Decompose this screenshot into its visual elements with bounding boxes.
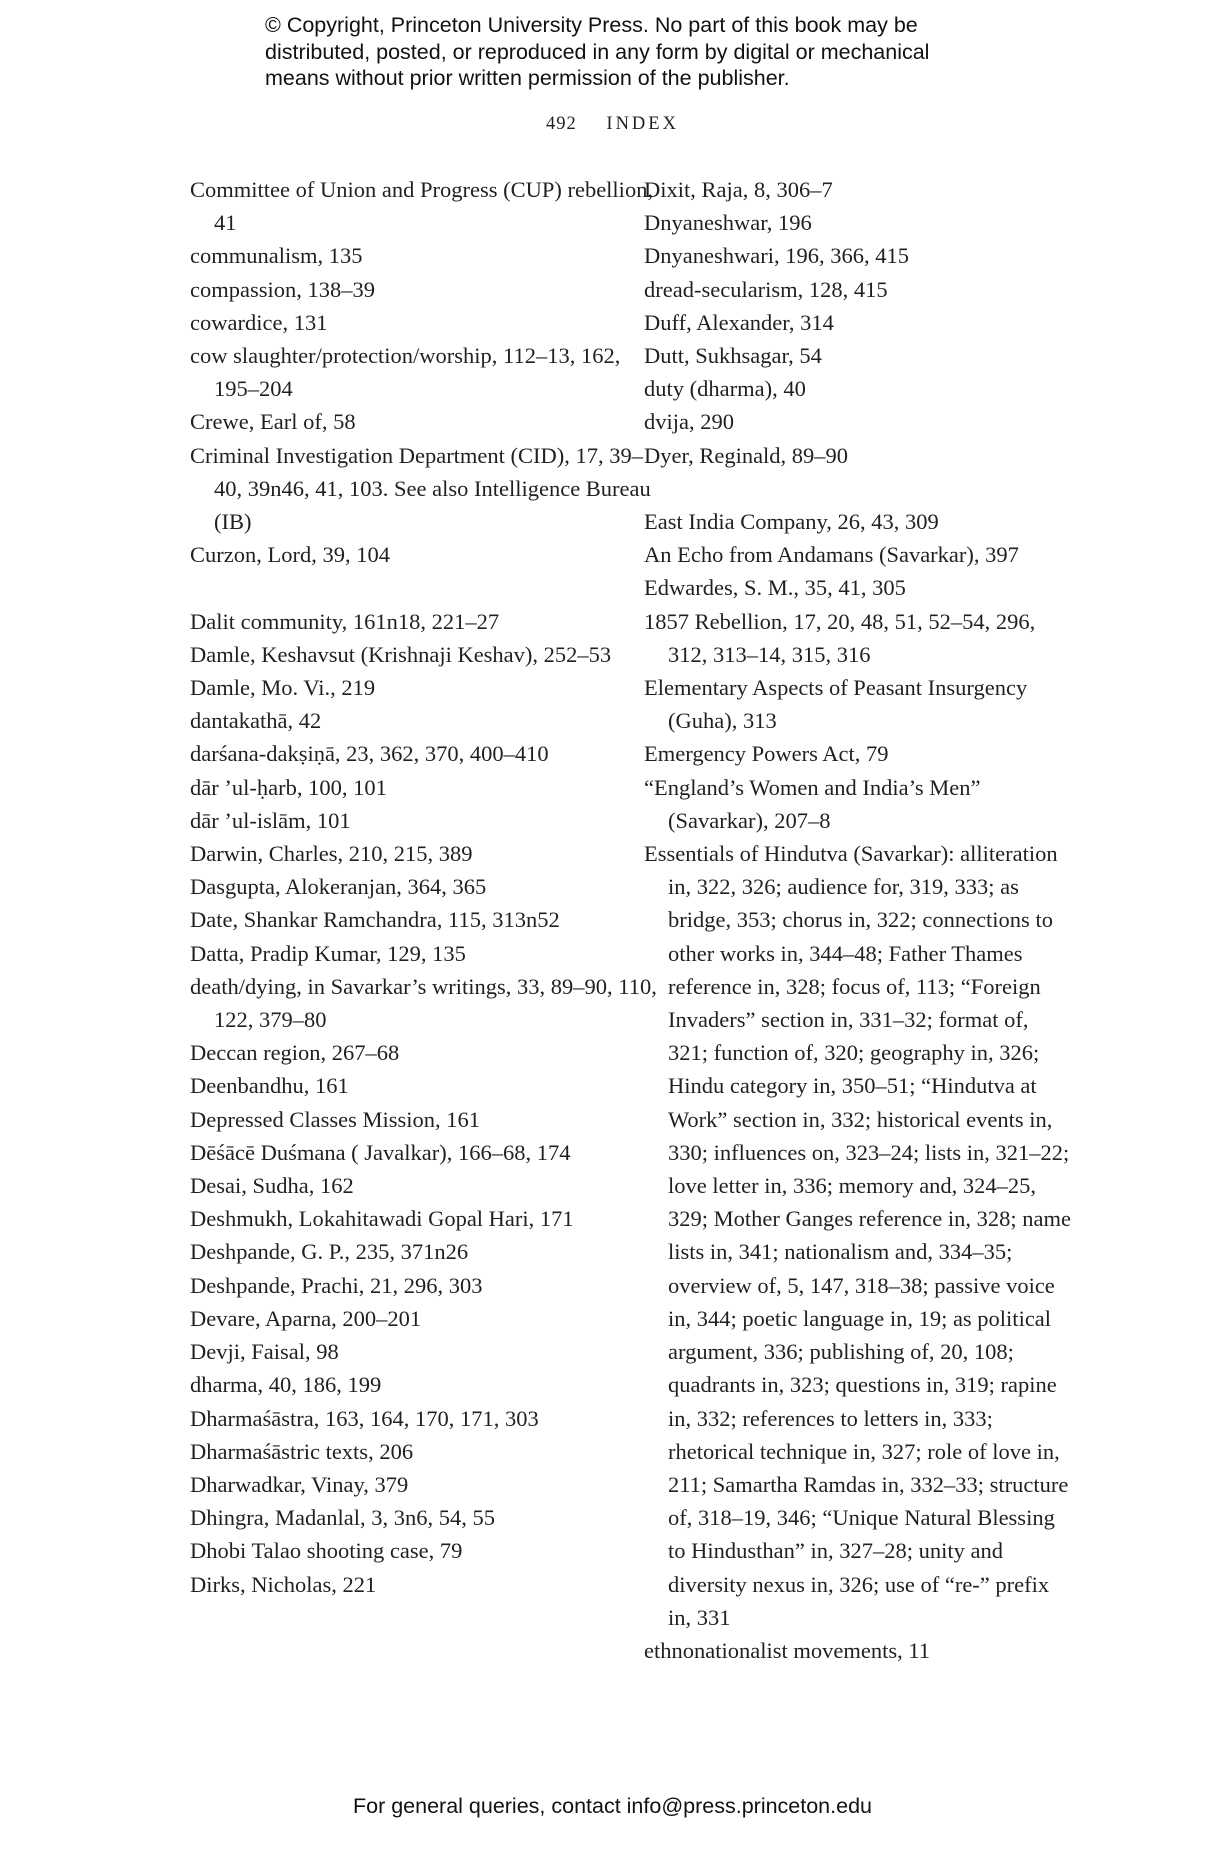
- index-entry: Curzon, Lord, 39, 104: [190, 542, 390, 568]
- index-entry: dār ’ul-ḥarb, 100, 101: [190, 774, 387, 800]
- index-entry: dread-secularism, 128, 415: [644, 276, 888, 302]
- index-entry: Dalit community, 161n18, 221–27: [190, 608, 500, 634]
- index-entry: cowardice, 131: [190, 309, 328, 335]
- index-entry: Date, Shankar Ramchandra, 115, 313n52: [190, 907, 560, 933]
- index-entry: Dharwadkar, Vinay, 379: [190, 1471, 409, 1497]
- index-entry: Damle, Keshavsut (Krishnaji Keshav), 252–53: [190, 641, 612, 667]
- letter-group-gap: [190, 571, 660, 604]
- index-entry: Deshmukh, Lokahitawadi Gopal Hari, 171: [190, 1206, 574, 1232]
- index-entry: East India Company, 26, 43, 309: [644, 509, 939, 535]
- footer-contact: For general queries, contact info@press.princeton.edu: [352, 1794, 872, 1818]
- index-entry: Dnyaneshwari, 196, 366, 415: [644, 243, 909, 269]
- index-entry: Dhingra, Madanlal, 3, 3n6, 54, 55: [190, 1505, 495, 1531]
- copyright-line: means without prior written permission of the publisher.: [265, 66, 790, 90]
- index-entry: Deenbandhu, 161: [190, 1073, 349, 1099]
- index-entry: Edwardes, S. M., 35, 41, 305: [644, 575, 906, 601]
- index-entry: dvija, 290: [644, 409, 734, 435]
- index-entry: dharma, 40, 186, 199: [190, 1372, 382, 1398]
- index-entry: Depressed Classes Mission, 161: [190, 1106, 480, 1132]
- index-entry: Datta, Pradip Kumar, 129, 135: [190, 940, 466, 966]
- index-entry: Dutt, Sukhsagar, 54: [644, 343, 822, 369]
- index-entry: Criminal Investigation Department (CID), 17, 39–40, 39n46, 41, 103. See also Intelligence Bureau (IB): [190, 442, 651, 535]
- index-column-left: [190, 173, 660, 1601]
- index-entry: Dixit, Raja, 8, 306–7: [644, 177, 833, 202]
- index-entry: duty (dharma), 40: [644, 376, 806, 402]
- index-entry: death/dying, in Savarkar’s writings, 33, 89–90, 110, 122, 379–80: [190, 973, 657, 1033]
- index-entry: Devji, Faisal, 98: [190, 1339, 339, 1365]
- copyright-notice: [265, 12, 1025, 92]
- index-entry: Dharmaśāstric texts, 206: [190, 1438, 414, 1464]
- index-entry: cow slaughter/protection/worship, 112–13, 162, 195–204: [190, 343, 621, 402]
- index-entry: dantakathā, 42: [190, 708, 322, 734]
- index-entry: Deshpande, G. P., 235, 371n26: [190, 1239, 469, 1265]
- index-entry: dār ’ul-islām, 101: [190, 807, 351, 833]
- index-entry: Deccan region, 267–68: [190, 1040, 400, 1066]
- index-entry: communalism, 135: [190, 243, 363, 269]
- index-entry: Dnyaneshwar, 196: [644, 210, 812, 236]
- copyright-line: © Copyright, Princeton University Press. No part of this book may be: [265, 13, 918, 37]
- index-entry: Desai, Sudha, 162: [190, 1173, 354, 1199]
- index-entry: Devare, Aparna, 200–201: [190, 1305, 422, 1331]
- index-entry: Dasgupta, Alokeranjan, 364, 365: [190, 874, 487, 900]
- index-entry: Duff, Alexander, 314: [644, 309, 834, 335]
- copyright-line: distributed, posted, or reproduced in any form by digital or mechanical: [265, 39, 930, 64]
- letter-group-gap: [644, 472, 1074, 505]
- index-entry: Crewe, Earl of, 58: [190, 409, 356, 435]
- index-entry: Darwin, Charles, 210, 215, 389: [190, 841, 473, 867]
- index-entry: Essentials of Hindutva (Savarkar): alliteration in, 322, 326; audience for, 319, 333; as bridge, 353; chorus in, 322; connections to other works in, 344–48; Father Thames reference in, 328; focus of, 113; “Foreign Invaders” section in, 331–32; format of, 321; function of, 320; geography in, 326; Hindu category in, 350–51; “Hindutva at Work” section in, 332; historical events in, 330; influences on, 323–24; lists in, 321–22; love letter in, 336; memory and, 324–25, 329; Mother Ganges reference in, 328; name lists in, 341; nationalism and, 334–35; overview of, 5, 147, 318–38; passive voice in, 344; poetic language in, 19; as political argument, 336; publishing of, 20, 108; quadrants in, 323; questions in, 319; rapine in, 332; references to letters in, 333; rhetorical technique in, 327; role of love in, 211; Samartha Ramdas in, 332–33; structure of, 318–19, 346; “Unique Natural Blessing to Hindusthan” in, 327–28; unity and diversity nexus in, 326; use of “re-” prefix in, 331: [644, 841, 1071, 1630]
- index-entry: “England’s Women and India’s Men” (Savarkar), 207–8: [644, 774, 981, 833]
- page-title: INDEX: [606, 114, 679, 134]
- index-entry: Dēśācē Duśmana ( Javalkar), 166–68, 174: [190, 1139, 571, 1165]
- running-head: [0, 114, 1225, 135]
- index-entry: compassion, 138–39: [190, 276, 375, 302]
- index-entry: 1857 Rebellion, 17, 20, 48, 51, 52–54, 296, 312, 313–14, 315, 316: [644, 608, 1036, 667]
- index-column-right: [644, 173, 1074, 1667]
- index-entry: Deshpande, Prachi, 21, 296, 303: [190, 1272, 483, 1298]
- index-entry: Dhobi Talao shooting case, 79: [190, 1538, 463, 1564]
- index-entry: Dyer, Reginald, 89–90: [644, 442, 849, 468]
- index-entry: Committee of Union and Progress (CUP) rebellion, 41: [190, 177, 654, 236]
- index-entry: Emergency Powers Act, 79: [644, 741, 889, 767]
- index-entry: Dirks, Nicholas, 221: [190, 1571, 377, 1597]
- index-entry: Elementary Aspects of Peasant Insurgency (Guha), 313: [644, 675, 1028, 734]
- index-entry: darśana-dakṣiṇā, 23, 362, 370, 400–410: [190, 741, 549, 767]
- page-number: 492: [546, 114, 577, 134]
- index-entry: An Echo from Andamans (Savarkar), 397: [644, 542, 1019, 568]
- index-entry: Dharmaśāstra, 163, 164, 170, 171, 303: [190, 1405, 539, 1431]
- index-entry: Damle, Mo. Vi., 219: [190, 675, 376, 701]
- index-entry: ethnonationalist movements, 11: [644, 1637, 930, 1663]
